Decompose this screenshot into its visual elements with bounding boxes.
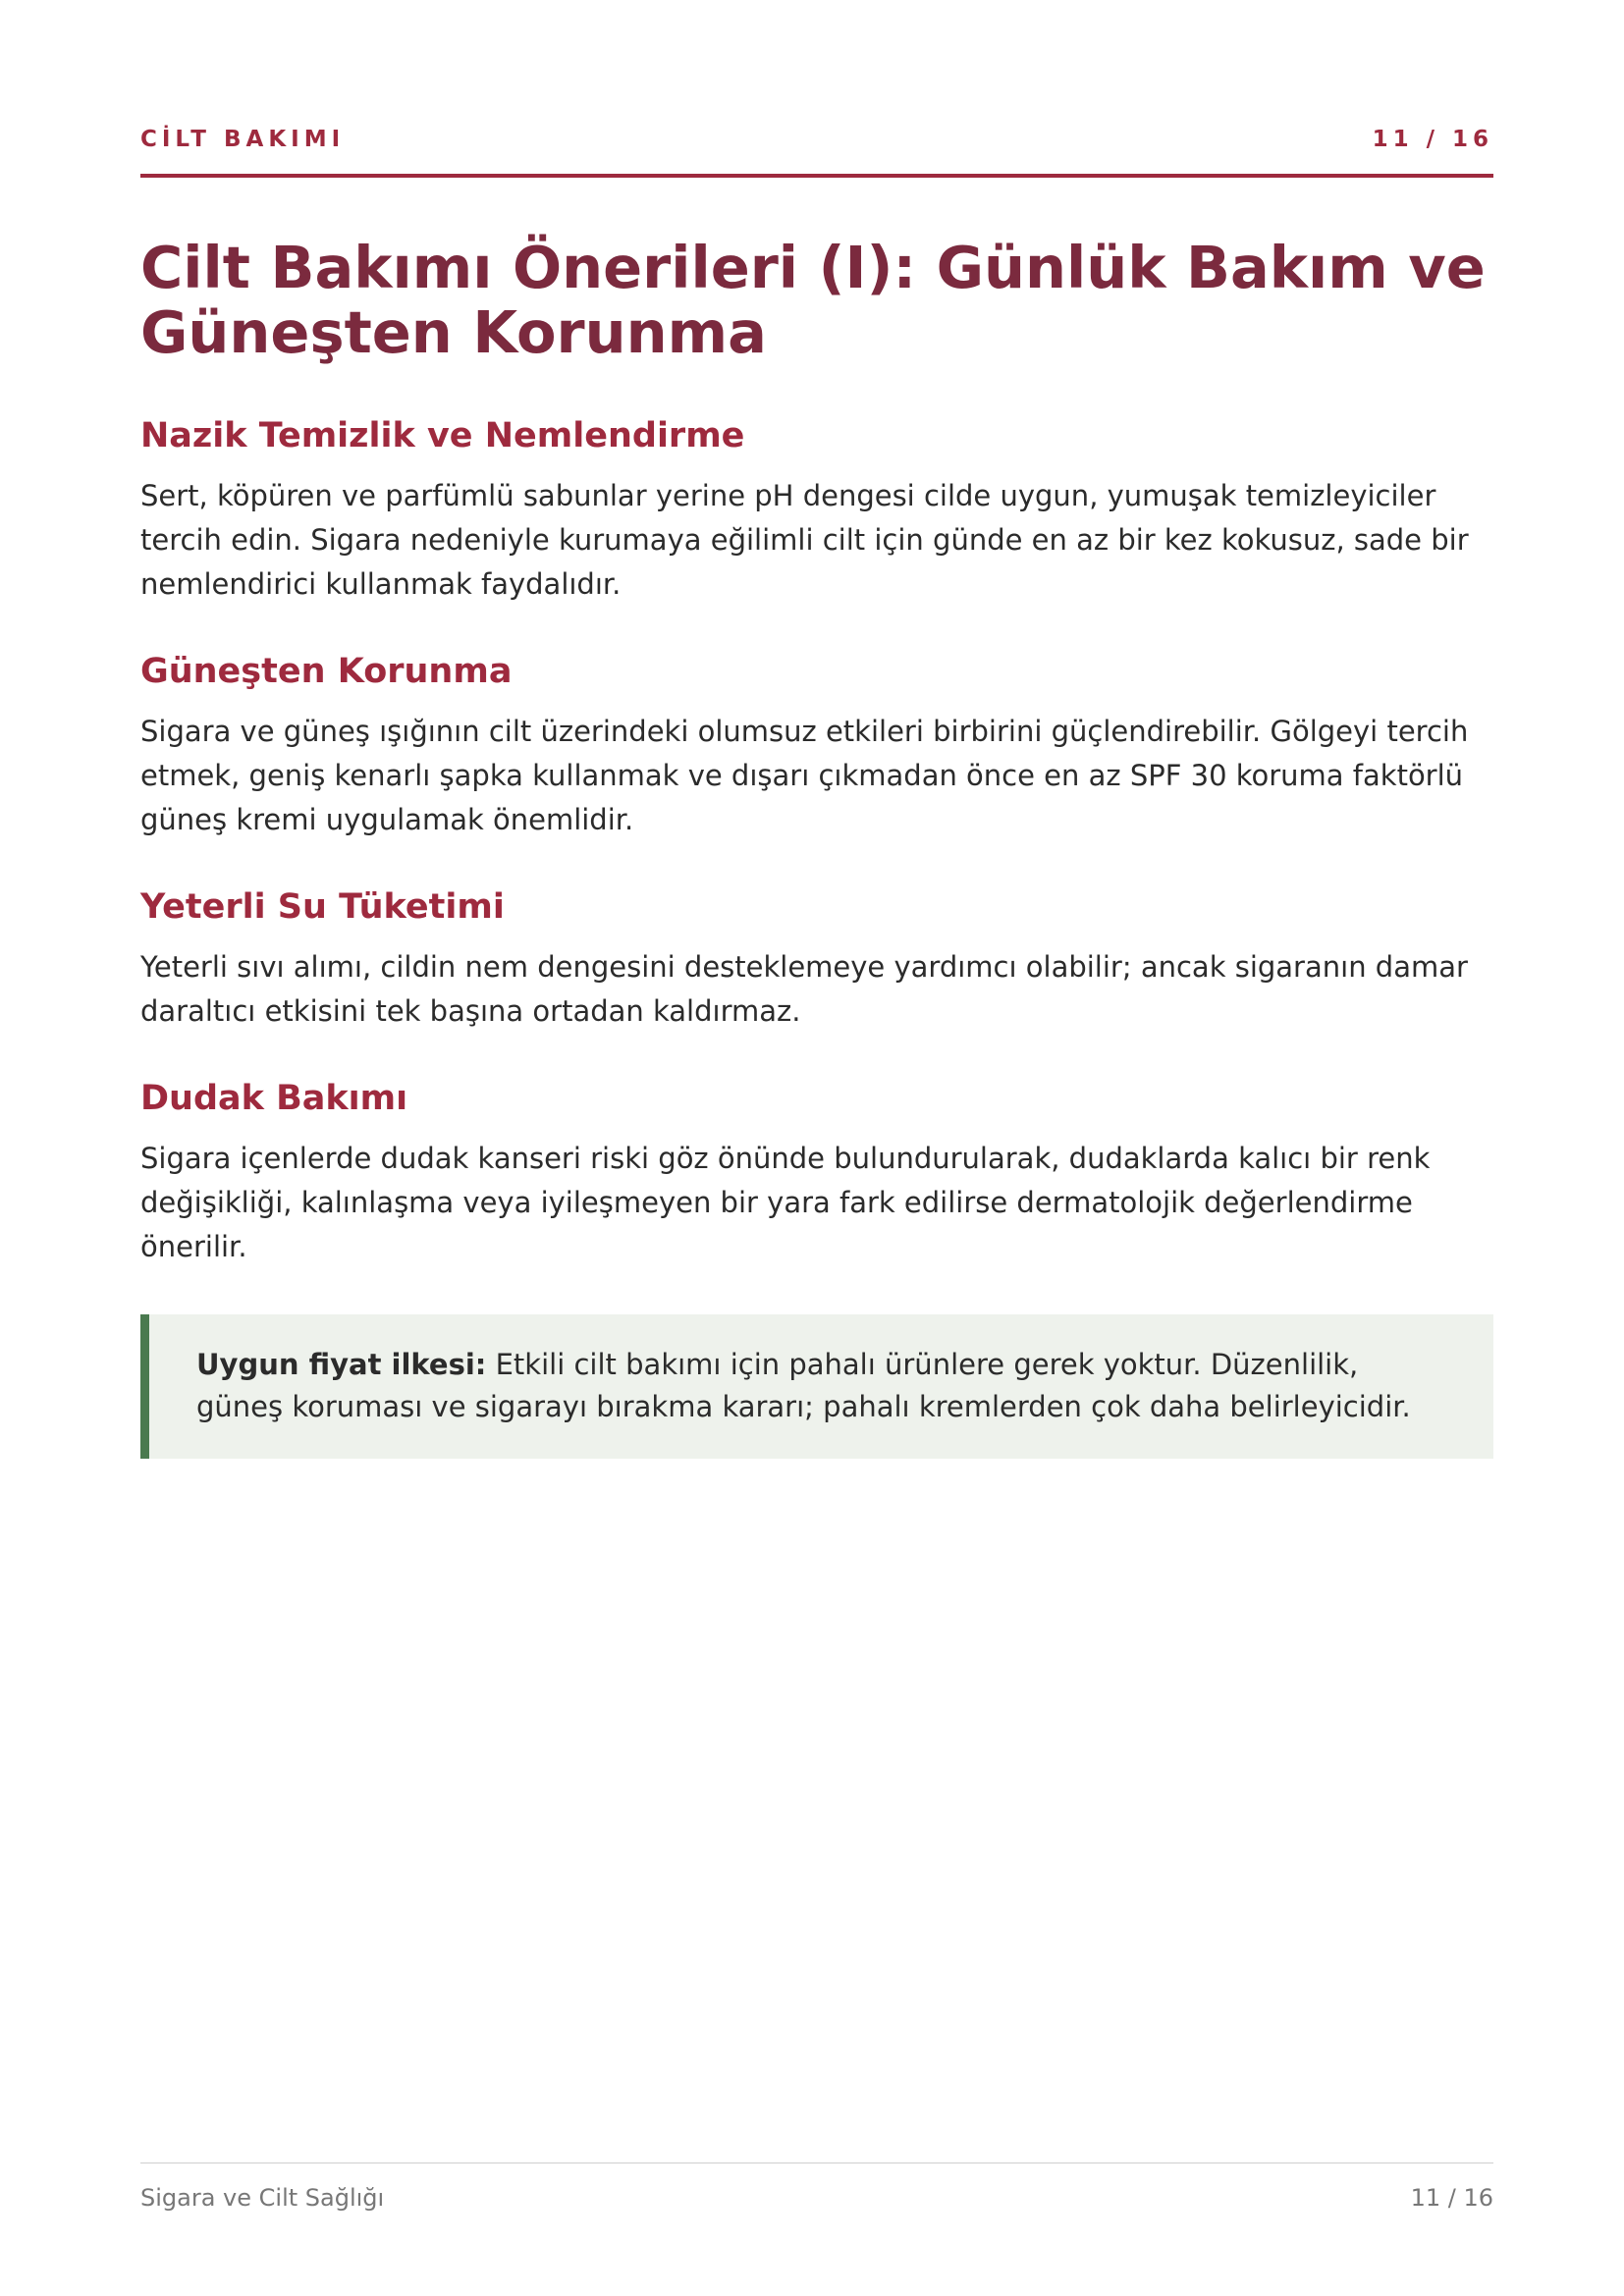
section-sun-protection (140, 646, 1493, 842)
header-page-number: 11 / 16 (1372, 127, 1493, 152)
section-body: Yeterli sıvı alımı, cildin nem dengesini desteklemeye yardımcı olabilir; ancak sigaranın damar daraltıcı etkisini tek başına ortadan kaldırmaz. (140, 950, 1468, 1028)
page-footer (140, 2163, 1493, 2222)
section-body: Sigara ve güneş ışığının cilt üzerindeki olumsuz etkileri birbirini güçlendirebilir. Gölgeyi tercih etmek, geniş kenarlı şapka kullanmak ve dışarı çıkmadan önce en az SPF 30 koruma faktörlü güneş kremi uygulamak önemlidir. (140, 715, 1469, 836)
footer-page-number: 11 / 16 (1410, 2184, 1493, 2212)
running-header (140, 123, 1493, 178)
section-heading: Dudak Bakımı (140, 1079, 408, 1118)
section-hydration (140, 881, 1493, 1034)
section-heading: Nazik Temizlik ve Nemlendirme (140, 416, 745, 455)
header-section-label: CİLT BAKIMI (140, 127, 346, 152)
callout-box (140, 1314, 1493, 1459)
section-lip-care (140, 1073, 1493, 1269)
content-sections (140, 410, 1493, 1308)
document-page (140, 0, 1493, 2296)
footer-document-title: Sigara ve Cilt Sağlığı (140, 2184, 385, 2212)
callout-body: Etkili cilt bakımı için pahalı ürünlere gerek yoktur. Düzenlilik, güneş koruması ve sigarayı bırakma kararı; pahalı kremlerden çok daha belirleyicidir. (196, 1348, 1411, 1423)
section-heading: Güneşten Korunma (140, 652, 513, 691)
section-heading: Yeterli Su Tüketimi (140, 887, 505, 927)
section-body: Sert, köpüren ve parfümlü sabunlar yerine pH dengesi cilde uygun, yumuşak temizleyiciler tercih edin. Sigara nedeniyle kurumaya eğilimli cilt için günde en az bir kez kokusuz, sade bir nemlendirici kullanmak faydalıdır. (140, 479, 1469, 601)
callout-lead: Uygun fiyat ilkesi: (196, 1348, 487, 1381)
section-cleansing (140, 410, 1493, 607)
section-body: Sigara içenlerde dudak kanseri riski göz önünde bulundurularak, dudaklarda kalıcı bir renk değişikliği, kalınlaşma veya iyileşmeyen bir yara fark edilirse dermatolojik değerlendirme önerilir. (140, 1142, 1431, 1263)
page-title: Cilt Bakımı Önerileri (I): Günlük Bakım ve Güneşten Korunma (140, 234, 1486, 366)
callout-text (196, 1344, 1446, 1428)
